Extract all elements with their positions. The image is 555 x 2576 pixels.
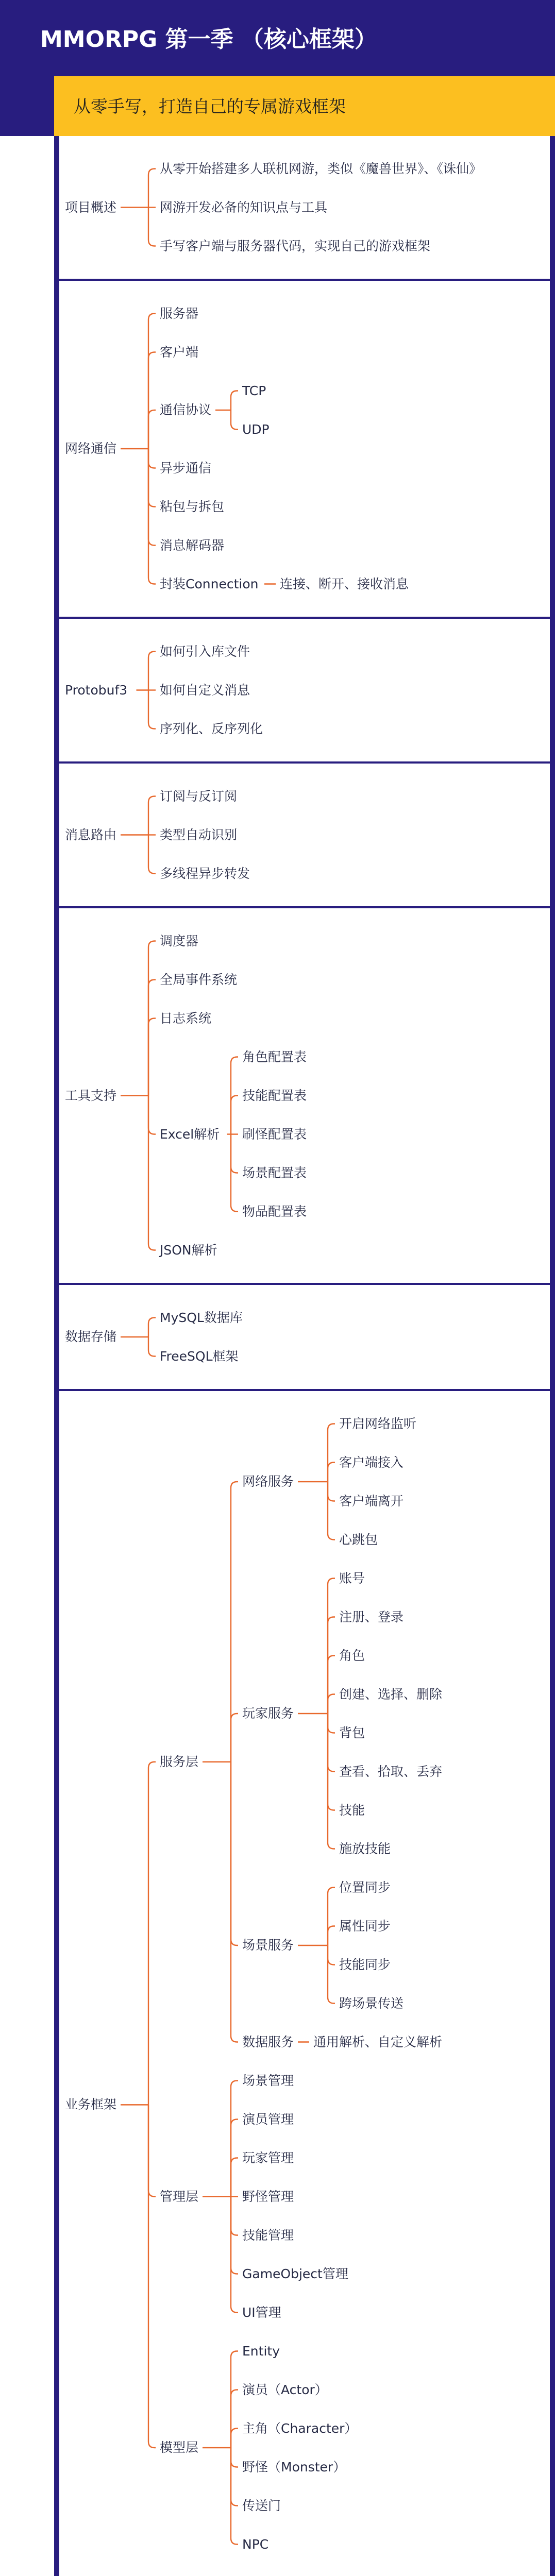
connector-line <box>231 2081 238 2197</box>
connector-line <box>231 1714 238 1762</box>
mindmap-node: 跨场景传送 <box>339 1995 404 2011</box>
connector-line <box>148 208 156 246</box>
connector-line <box>328 1926 335 1946</box>
connector-line <box>328 1482 335 1540</box>
mindmap-node: 通信协议 <box>160 402 212 417</box>
connector-line <box>328 1945 335 1965</box>
connector-line <box>231 1482 238 1762</box>
connector-line <box>231 2197 238 2235</box>
connector-line <box>148 410 156 449</box>
mindmap-node: 野怪（Monster） <box>242 2459 346 2475</box>
connector-line <box>328 1617 335 1714</box>
mindmap-node: 位置同步 <box>339 1879 391 1895</box>
mindmap-node: 查看、拾取、丢弃 <box>339 1764 443 1779</box>
mindmap-node: 从零开始搭建多人联机网游，类似《魔兽世界》、《诛仙》 <box>160 161 482 176</box>
mindmap-node: 服务层 <box>160 1754 199 1769</box>
mindmap-node: UDP <box>242 421 270 437</box>
mindmap-node: 客户端接入 <box>339 1454 404 1470</box>
connector-line <box>328 1579 335 1714</box>
mindmap-node: 账号 <box>339 1570 365 1586</box>
connector-line <box>328 1888 335 1946</box>
mindmap-node: 技能 <box>339 1802 365 1818</box>
connector-line <box>328 1424 335 1482</box>
mindmap-node: 刷怪配置表 <box>242 1126 307 1142</box>
connector-line <box>148 352 156 449</box>
mindmap-node: 通用解析、自定义解析 <box>313 2034 443 2049</box>
connector-line <box>148 796 156 835</box>
connector-line <box>328 1656 335 1714</box>
mindmap-node: JSON解析 <box>160 1242 217 1258</box>
mindmap-topic: 消息路由 <box>65 827 117 842</box>
page-subtitle: 从零手写，打造自己的专属游戏框架 <box>74 96 346 116</box>
connector-line <box>231 2158 238 2197</box>
mindmap-node: 注册、登录 <box>339 1609 404 1624</box>
mindmap-node: 传送门 <box>242 2498 281 2513</box>
mindmap-node: 如何自定义消息 <box>160 682 250 698</box>
connector-line <box>328 1714 335 1772</box>
mindmap-node: 心跳包 <box>339 1532 378 1547</box>
mindmap-node: 日志系统 <box>160 1010 212 1026</box>
mindmap-node: 全局事件系统 <box>160 972 238 987</box>
connector-line <box>148 314 156 449</box>
mindmap-node: Excel解析 <box>160 1126 220 1142</box>
mindmap-node: 服务器 <box>160 306 199 321</box>
mindmap-node: 模型层 <box>160 2440 199 2455</box>
mindmap-node: 玩家管理 <box>242 2150 294 2165</box>
mindmap-node: 玩家服务 <box>242 1706 294 1721</box>
connector-line <box>231 2197 238 2313</box>
mindmap-topic: 业务框架 <box>65 2097 117 2112</box>
mindmap-node: 技能同步 <box>339 1957 391 1972</box>
connector-line <box>148 449 156 584</box>
connector-line <box>231 2448 238 2545</box>
mindmap-node: 场景服务 <box>242 1938 294 1953</box>
mindmap-topic: 工具支持 <box>65 1088 117 1103</box>
mindmap-node: 场景管理 <box>242 2073 294 2088</box>
mindmap-topic: 网络通信 <box>65 441 117 456</box>
connector-line <box>231 1096 238 1134</box>
connector-line <box>328 1945 335 2004</box>
mindmap-node: 序列化、反序列化 <box>160 721 263 736</box>
mindmap-node: GameObject管理 <box>242 2266 348 2281</box>
connector-line <box>148 835 156 874</box>
connector-line <box>231 2448 238 2506</box>
connector-line <box>148 652 156 690</box>
mindmap-node: MySQL数据库 <box>160 1310 243 1325</box>
mindmap-topic: 数据存储 <box>65 1329 117 1344</box>
connector-line <box>231 1762 238 2042</box>
connector-line <box>231 2390 238 2448</box>
mindmap-node: TCP <box>242 383 266 398</box>
mindmap-node: 客户端离开 <box>339 1493 404 1509</box>
connector-line <box>148 169 156 208</box>
connector-line <box>231 1762 238 1945</box>
mindmap-node: 物品配置表 <box>242 1204 307 1219</box>
mindmap-node: 多线程异步转发 <box>160 866 250 881</box>
mindmap-node: 异步通信 <box>160 460 212 476</box>
connector-line <box>328 1714 335 1810</box>
mindmap-node: 类型自动识别 <box>160 827 238 842</box>
connector-line <box>148 449 156 546</box>
mindmap-node: 角色配置表 <box>242 1049 307 1064</box>
mindmap-node: 网络服务 <box>242 1474 294 1489</box>
mindmap-node: 开启网络监听 <box>339 1416 417 1431</box>
connector-line <box>231 2429 238 2448</box>
mindmap-node: 属性同步 <box>339 1918 391 1934</box>
mindmap-node: 演员管理 <box>242 2111 294 2127</box>
connector-line <box>328 1463 335 1482</box>
connector-line <box>231 391 238 411</box>
connector-line <box>148 1337 156 1357</box>
connector-line <box>148 1096 156 1134</box>
mindmap-node: 手写客户端与服务器代码，实现自己的游戏框架 <box>160 238 431 253</box>
mindmap-node: 消息解码器 <box>160 537 225 553</box>
connector-line <box>231 2351 238 2448</box>
connector-line <box>148 690 156 729</box>
connector-line <box>148 1762 156 2105</box>
connector-line <box>148 980 156 1096</box>
page-title: MMORPG 第一季 （核心框架） <box>40 26 377 53</box>
connector-line <box>328 1482 335 1501</box>
mindmap-node: 技能配置表 <box>242 1088 307 1103</box>
connector-line <box>148 1318 156 1337</box>
mindmap-node: 背包 <box>339 1725 365 1740</box>
mindmap-node: 数据服务 <box>242 2034 294 2049</box>
mindmap-node: 客户端 <box>160 344 199 360</box>
mindmap-node: 野怪管理 <box>242 2189 294 2204</box>
connector-line <box>328 1714 335 1849</box>
mindmap-node: NPC <box>242 2536 269 2552</box>
connector-line <box>231 1134 238 1173</box>
mindmap-node: 角色 <box>339 1648 365 1663</box>
mindmap-node: 演员（Actor） <box>242 2382 328 2397</box>
mindmap-node: 场景配置表 <box>242 1165 307 1180</box>
mindmap-node: FreeSQL框架 <box>160 1348 239 1364</box>
connector-line <box>148 2105 156 2196</box>
connector-line <box>328 1714 335 1733</box>
mindmap-node: 创建、选择、删除 <box>339 1686 443 1702</box>
connector-line <box>148 449 156 468</box>
mindmap-topic: Protobuf3 <box>65 682 128 698</box>
connector-line <box>148 1096 156 1250</box>
mindmap-node: 粘包与拆包 <box>160 499 225 514</box>
mindmap-topic: 项目概述 <box>65 199 117 215</box>
mindmap-node: UI管理 <box>242 2304 281 2320</box>
mindmap-node: 如何引入库文件 <box>160 643 250 659</box>
connector-line <box>148 2105 156 2448</box>
mindmap-node: 主角（Character） <box>242 2420 358 2436</box>
connector-line <box>148 1019 156 1096</box>
mindmap-node: 管理层 <box>160 2189 199 2204</box>
connector-line <box>231 2448 238 2467</box>
connector-line <box>148 449 156 507</box>
mindmap-node: 调度器 <box>160 933 199 948</box>
mindmap-node: 施放技能 <box>339 1841 391 1856</box>
mindmap-node: 技能管理 <box>242 2227 294 2243</box>
connector-line <box>328 1694 335 1714</box>
mindmap-node: 网游开发必备的知识点与工具 <box>160 199 328 215</box>
mindmap-node: 连接、断开、接收消息 <box>280 576 409 591</box>
mindmap-node: 封装Connection <box>160 576 259 591</box>
connector-line <box>231 410 238 430</box>
mindmap-node: Entity <box>242 2343 280 2359</box>
mindmap-node: 订阅与反订阅 <box>160 788 238 804</box>
